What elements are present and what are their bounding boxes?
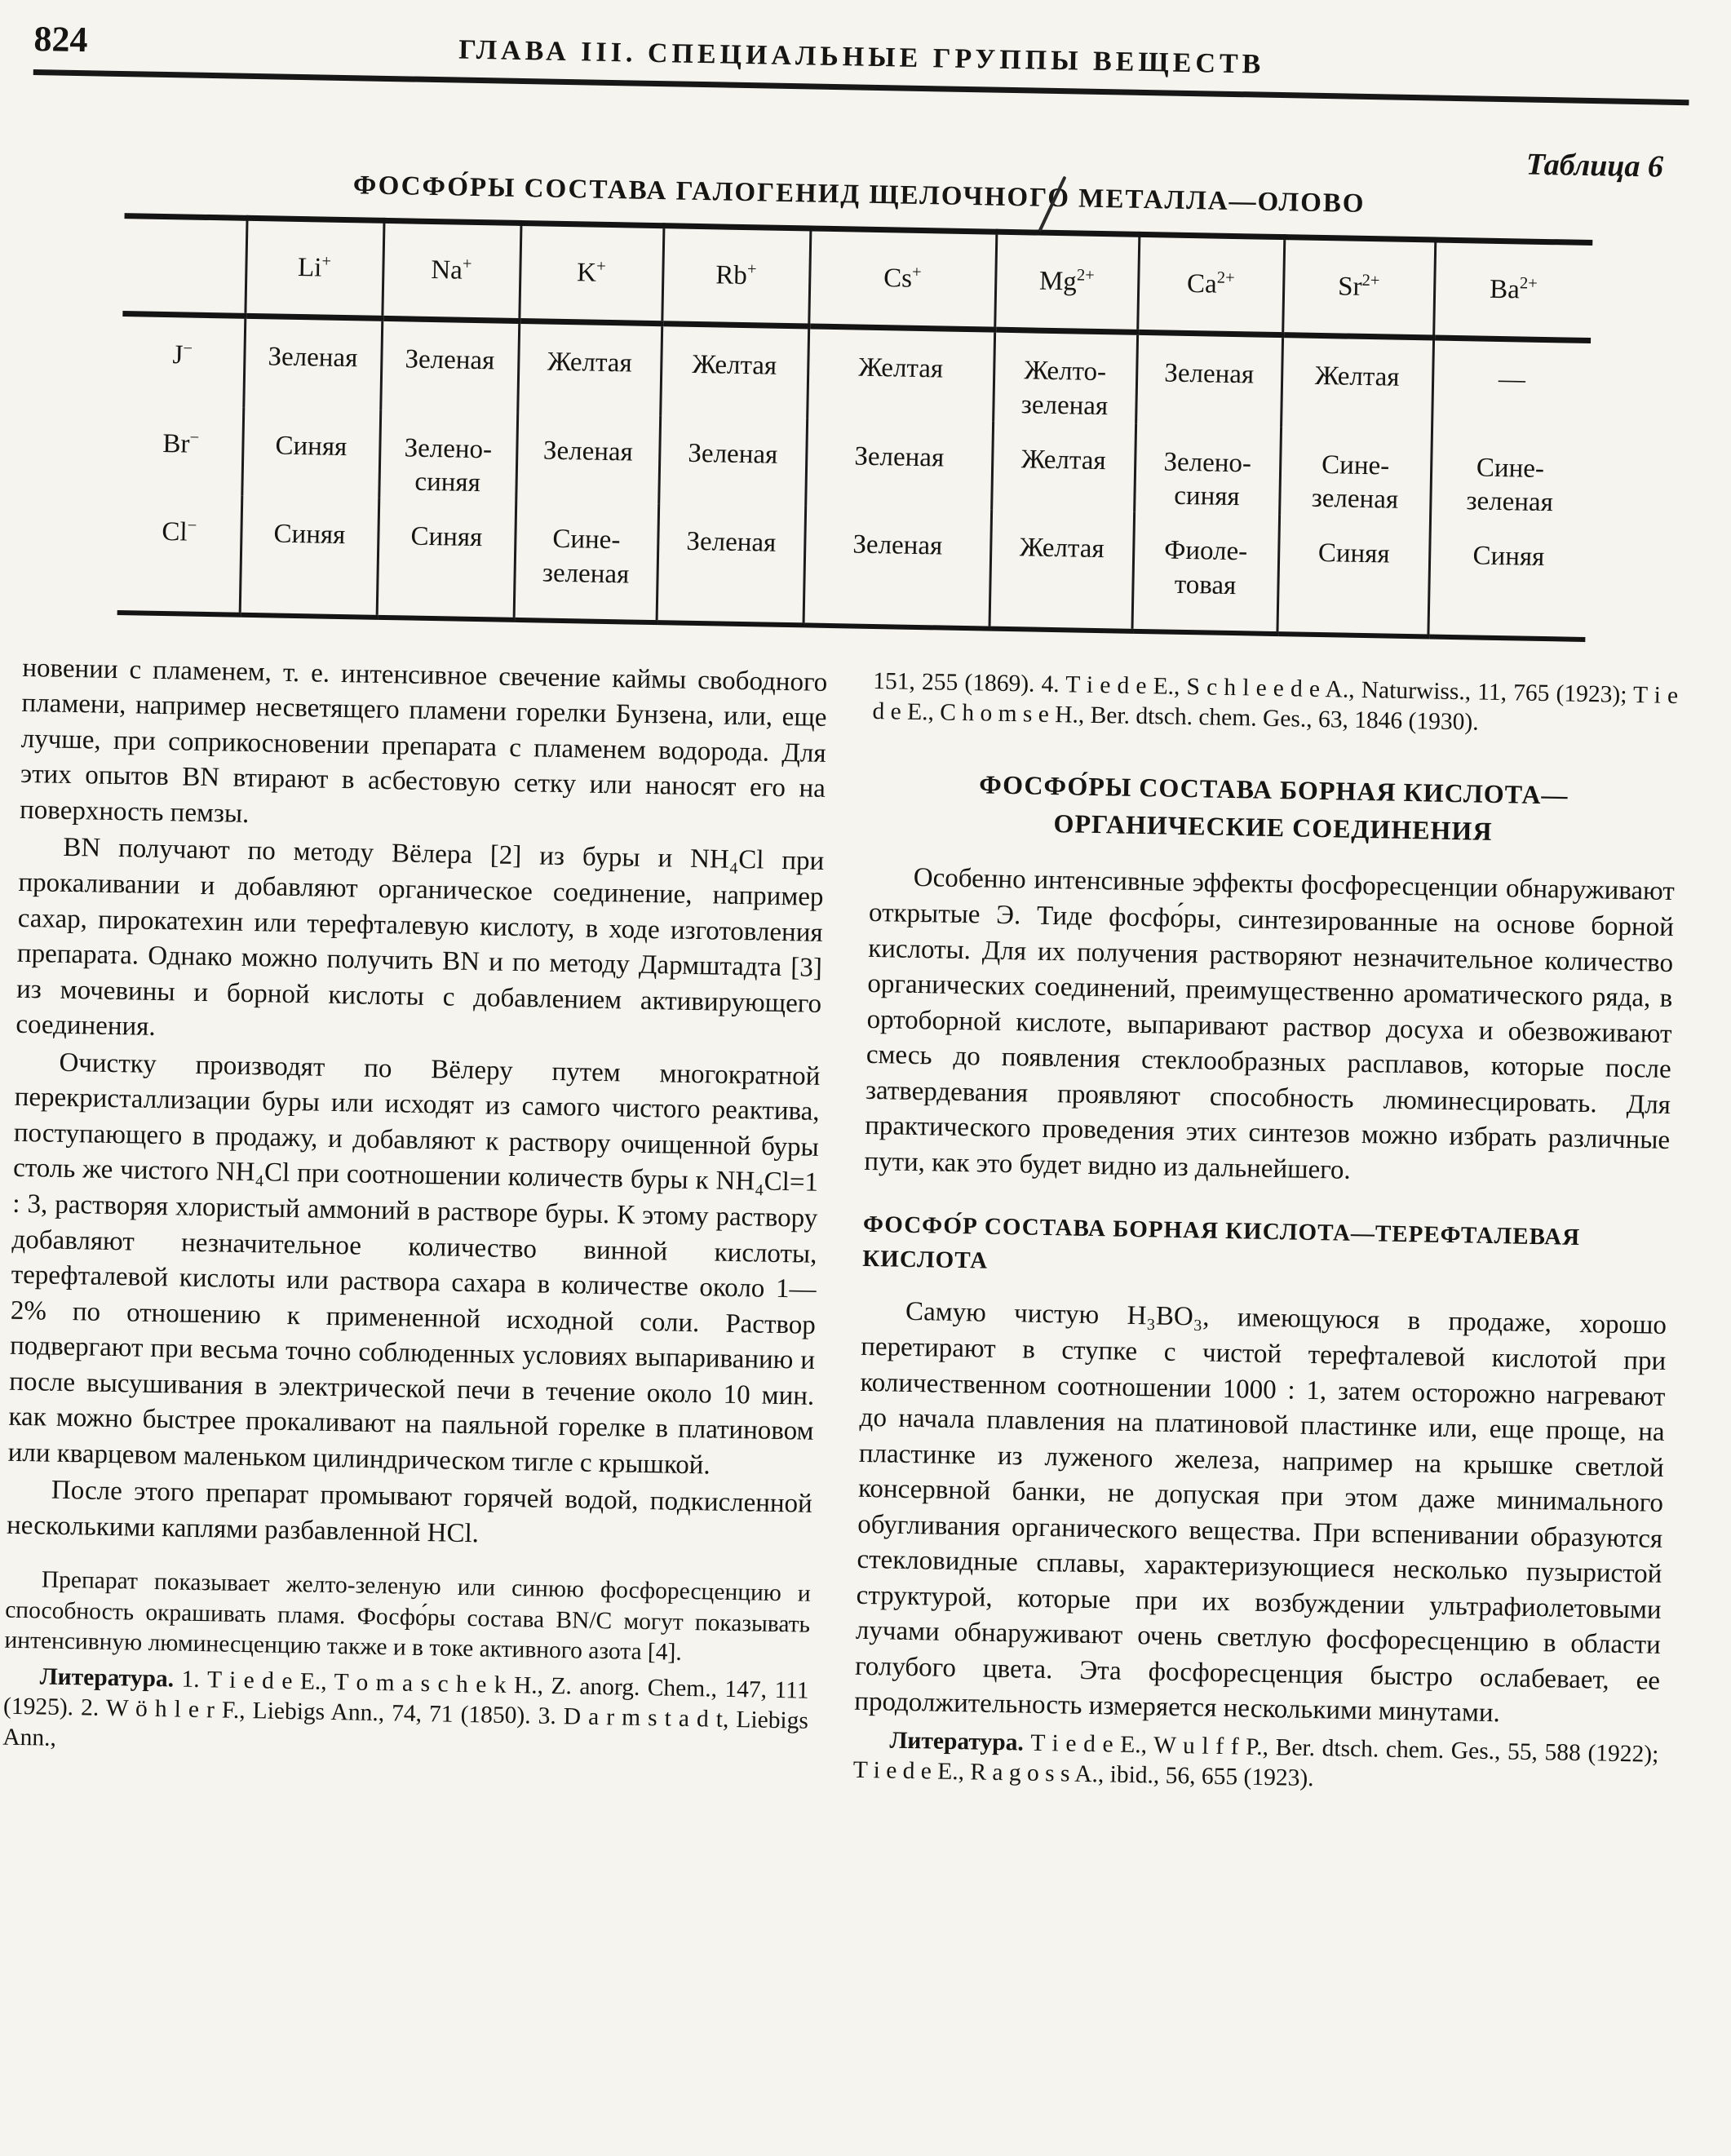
left-column: [2, 651, 828, 1786]
table-cell: Зелено-синяя: [379, 410, 517, 502]
table-header-cell: [808, 228, 996, 330]
phosphor-color-table: [117, 213, 1593, 642]
table-cell: Зеленая: [804, 507, 992, 629]
table-header-cell: [994, 232, 1139, 332]
table-cell: Синяя: [1428, 518, 1587, 640]
table-cell: Желтая: [989, 510, 1134, 631]
literature-label: Литература.: [889, 1727, 1025, 1756]
table-cell: Желтая: [517, 321, 662, 415]
header-spacer: [1551, 78, 1689, 81]
literature-reference-continuation: 151, 255 (1869). 4. T i e d e E., S c h l e e d e A., Naturwiss., 11, 765 (1923); T i e d e E., C h o m s e H., Ber. dtsch. chem. Ges., 63, 1846 (1930).: [872, 667, 1679, 736]
table-cell: —: [1432, 338, 1591, 432]
table-cell: Зеленая: [243, 317, 382, 410]
table-cell: Зеленая: [380, 319, 519, 413]
ion-symbol: Cs: [883, 263, 913, 294]
table-cell: Зеленая: [657, 503, 806, 625]
ion-symbol: Li: [297, 252, 322, 283]
anion-charge: −: [187, 516, 197, 536]
note-paragraph: Препарат показывает желто-зеленую или синюю фосфоресценцию и способность окрашивать пламя. Фосфо́ры состава BN/C могут показывать интенсивную люминесценцию также и в токе активного азота [4].: [4, 1566, 812, 1667]
table-cell: Зеленая: [1136, 333, 1282, 427]
ion-symbol: Ba: [1489, 274, 1521, 305]
table-cell: Зеленая: [516, 413, 660, 504]
table-label: Таблица 6: [1525, 147, 1664, 184]
table-cell: Синяя: [240, 496, 379, 618]
ion-charge: +: [462, 255, 472, 273]
anion-symbol: J: [172, 340, 184, 370]
table-cell: Фиолетовая: [1131, 512, 1279, 634]
table-header-cell: [519, 223, 663, 323]
table-cell: Желтая: [991, 421, 1136, 512]
ion-charge: +: [746, 260, 757, 279]
paragraph: После этого препарат промывают горячей водой, подкисленной несколькими каплями разбавленной HCl.: [6, 1476, 813, 1549]
table-cell: Зеленая: [805, 418, 993, 510]
literature-text: 1. T i e d e E., T o m a s c h e k H., Z. anorg. Chem., 147, 111 (1925). 2. W ö h l e r F., Liebigs Ann., 74, 71 (1850). 3. D a r m s t a d t, Liebigs Ann.,: [2, 1666, 809, 1751]
paragraph: Особенно интенсивные эффекты фосфоресценции обнаруживают открытые Э. Тиде фосфо́ры, синтезированные на основе борной кислоты. Для их получения растворяют незначительное количество органических соединений, преимущественно ароматического ряда, в ортоборной кислоте, выпаривают раствор досуха и обезвоживают смесь до появления стеклообразных расплавов, которые после затвердевания проявляют способность люминесцировать. Для практического проведения этих синтезов можно избрать различные пути, как это будет видно из дальнейшего.: [864, 863, 1676, 1185]
anion-charge: −: [189, 428, 200, 447]
row-label: [121, 314, 245, 408]
literature-label: Литература.: [39, 1663, 175, 1693]
table-title: ФОСФО́РЫ СОСТАВА ГАЛОГЕНИД ЩЕЛОЧНОГО МЕТАЛЛА—ОЛОВО: [352, 170, 1366, 219]
table-cell: Желтая: [660, 324, 808, 418]
ion-charge: 2+: [1519, 274, 1538, 293]
table-cell: Желтая: [807, 326, 994, 421]
ion-charge: +: [595, 257, 606, 276]
paragraph: новении с пламенем, т. е. интенсивное свечение каймы свободного пламени, например несветящего пламени горелки Бунзена, или, еще лучше, при соприкосновении препарата с пламенем водорода. Для этих опытов BN втирают в асбестовую сетку или наносят его на поверхность пемзы.: [19, 653, 828, 829]
ion-symbol: Na: [431, 255, 463, 286]
ion-charge: +: [911, 263, 922, 281]
anion-symbol: Cl: [162, 517, 188, 547]
ion-charge: 2+: [1361, 271, 1380, 290]
running-head: ГЛАВА III. СПЕЦИАЛЬНЫЕ ГРУППЫ ВЕЩЕСТВ: [458, 34, 1265, 80]
literature-reference: [2, 1661, 809, 1767]
table-cell: Синяя: [241, 408, 380, 499]
table-header-cell: [662, 226, 810, 327]
literature-text: T i e d e E., W u l f f P., Ber. dtsch. chem. Ges., 55, 588 (1922); T i e d e E., R a g o s s A., ibid., 56, 655 (1923).: [852, 1729, 1659, 1792]
ion-charge: 2+: [1216, 268, 1235, 288]
table-header-cell: [1137, 234, 1284, 334]
page-number: 824: [33, 18, 88, 60]
ion-symbol: Ca: [1186, 268, 1218, 299]
section-heading-line1: ФОСФО́РЫ СОСТАВА БОРНАЯ КИСЛОТА—: [979, 769, 1569, 810]
literature-reference: [852, 1725, 1658, 1801]
anion-symbol: Br: [162, 428, 190, 459]
ion-symbol: Mg: [1038, 266, 1078, 297]
ion-symbol: Sr: [1337, 272, 1362, 302]
section-heading-line2: ОРГАНИЧЕСКИЕ СОЕДИНЕНИЯ: [1053, 808, 1493, 846]
table-header-cell: [1282, 237, 1435, 339]
anion-charge: −: [183, 339, 193, 358]
paragraph: BN получают по методу Вёлера [2] из буры и NH₄Cl при прокаливании и добавляют органическое соединение, например сахар, пирокатехин или терефталевую кислоту, в ходе изготовления препарата. Однако можно получить BN и по методу Дармштадта [3] из мочевины и борной кислоты с добавлением активирующего соединения.: [15, 833, 825, 1043]
table-cell: Сине-зеленая: [1430, 429, 1589, 520]
table-cell: Желто-зеленая: [993, 330, 1137, 423]
paragraph: Самую чистую H₃BO₃, имеющуюся в продаже, хорошо перетирают в ступке с чистой терефталевой кислотой при количественном соотношении 1000 : 1, затем осторожно нагревают до начала плавления на платиновой пластинке или, еще проще, на пластинке из луженого железа, например на крышке светлой консервной банки, не допуская при этом даже минимального обугливания органического вещества. При вспенивании образуются стекловидные сплавы, характеризующиеся несколько пузыристой структурой, которые при их возбуждении ультрафиолетовыми лучами обнаруживают очень светлую фосфоресценцию в области голубого цвета. Эта фосфоресценция быстро ослабевает, ее продолжительность измеряется несколькими минутами.: [854, 1297, 1667, 1729]
row-label: [119, 405, 243, 496]
paragraph: Очистку производят по Вёлеру путем многократной перекристаллизации буры или исходят из самого чистого реактива, поступающего в продажу, и добавляют к раствору очищенной буры столь же чистого NH₄Cl при соотношении количеств буры к NH₄Cl=1 : 3, растворяя хлористый аммоний в растворе буры. К этому раствору добавляют незначительное количество винной кислоты, терефталевой кислоты или раствора сахара в количестве около 1—2% по отношению к примененной исходной соли. Раствор подвергают при весьма точно соблюденных условиях выпариванию и после высушивания в электрической печи в течение около 10 мин. как можно быстрее прокаливают на паяльной горелке в платиновом или кварцевом маленьком цилиндрическом тигле с крышкой.: [7, 1047, 821, 1481]
table-cell: Зелено-синяя: [1134, 424, 1281, 516]
ion-charge: 2+: [1076, 266, 1095, 285]
table-header-cell: [382, 220, 520, 321]
row-label: [117, 494, 242, 614]
right-column: [852, 666, 1678, 1801]
page-content: [2, 18, 1690, 1801]
ion-symbol: Rb: [715, 260, 748, 291]
table-cell: Синяя: [1277, 515, 1430, 636]
section-heading: [870, 764, 1677, 854]
table-cell: Сине-зеленая: [1279, 427, 1432, 518]
table-cell: Желтая: [1281, 335, 1433, 429]
table-corner-cell: [122, 216, 246, 317]
table-cell: Зеленая: [658, 415, 807, 507]
ion-charge: +: [321, 252, 332, 271]
table-cell: Сине-зеленая: [514, 501, 659, 622]
table-header-cell: [245, 218, 383, 318]
two-column-text: [2, 651, 1679, 1801]
table-header-cell: [1433, 240, 1592, 341]
subsection-heading: ФОСФО́Р СОСТАВА БОРНАЯ КИСЛОТА—ТЕРЕФТАЛЕВАЯ КИСЛОТА: [862, 1211, 1581, 1275]
ion-symbol: K: [576, 258, 597, 288]
table-cell: Синяя: [377, 498, 516, 620]
